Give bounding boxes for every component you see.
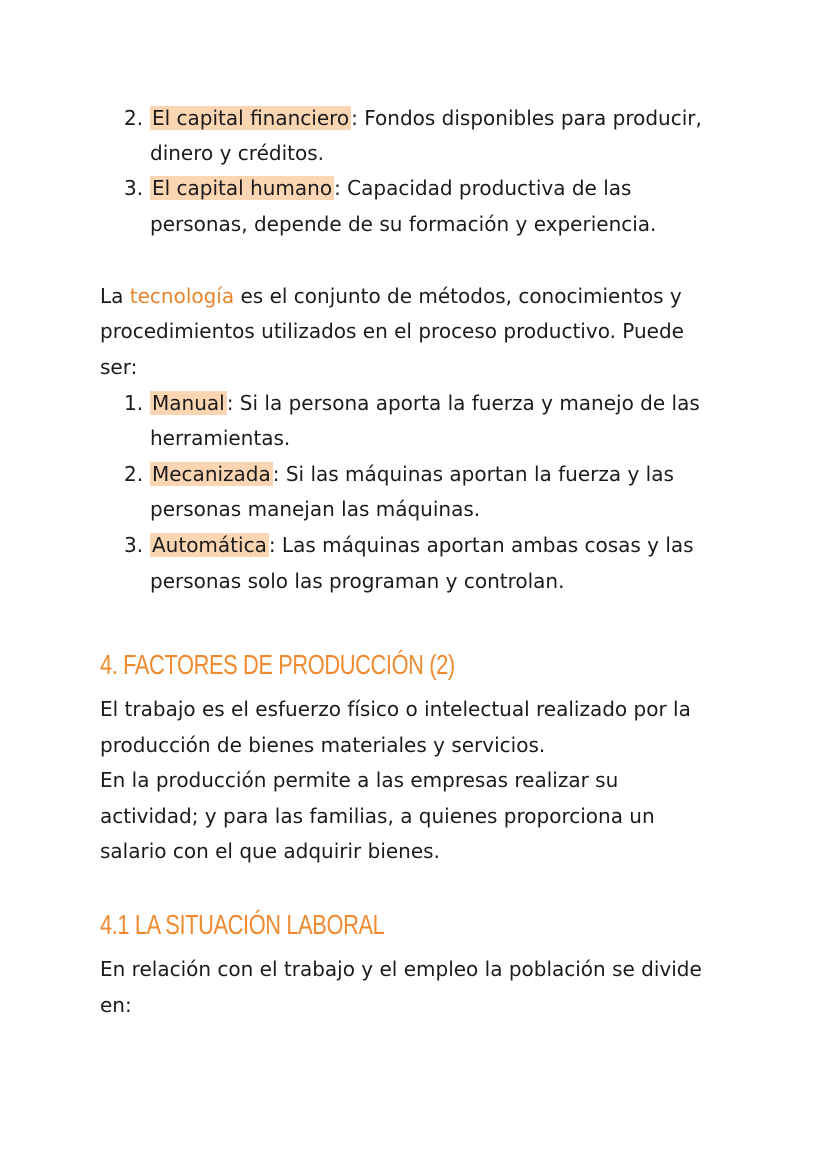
list-item-mecanizada	[124, 456, 674, 492]
list-item-continuation: personas, depende de su formación y experiencia.	[150, 212, 657, 236]
paragraph-line: producción de bienes materiales y servicios.	[100, 733, 546, 757]
list-text: : Si las máquinas aportan la fuerza y las	[272, 462, 674, 486]
paragraph-line: El trabajo es el esfuerzo físico o intelectual realizado por la	[100, 697, 691, 721]
paragraph-line: En la producción permite a las empresas realizar su	[100, 768, 619, 792]
paragraph-line: actividad; y para las familias, a quienes proporciona un	[100, 804, 655, 828]
highlighted-term: Mecanizada	[152, 462, 271, 486]
list-item-automatica	[124, 527, 694, 563]
list-number: 3.	[124, 533, 144, 557]
keyword-tecnologia: tecnología	[129, 284, 235, 308]
list-number: 3.	[124, 176, 144, 200]
list-item-capital-humano	[124, 170, 631, 206]
list-item-continuation: herramientas.	[150, 426, 291, 450]
highlighted-term: Manual	[152, 391, 225, 415]
paragraph-tecnologia-line1: La tecnología es el conjunto de métodos, conocimientos y	[100, 284, 682, 308]
list-number: 2.	[124, 106, 144, 130]
paragraph-tecnologia-line3: ser:	[100, 355, 138, 379]
list-item-manual	[124, 385, 700, 421]
list-text: : Las máquinas aportan ambas cosas y las	[268, 533, 694, 557]
list-text: : Capacidad productiva de las	[334, 176, 632, 200]
highlighted-term: El capital humano	[152, 176, 333, 200]
list-item-continuation: personas solo las programan y controlan.	[150, 569, 565, 593]
paragraph-line: En relación con el trabajo y el empleo la población se divide	[100, 957, 702, 981]
list-item-capital-financiero	[124, 100, 702, 136]
paragraph-line: en:	[100, 993, 132, 1017]
section-heading-situacion-laboral: 4.1 LA SITUACIÓN LABORAL	[100, 909, 385, 940]
highlighted-term: Automática	[152, 533, 267, 557]
list-text: : Si la persona aporta la fuerza y manejo de las	[226, 391, 700, 415]
section-heading-factores: 4. FACTORES DE PRODUCCIÓN (2)	[100, 649, 455, 680]
list-item-continuation: dinero y créditos.	[150, 141, 324, 165]
list-text: : Fondos disponibles para producir,	[351, 106, 702, 130]
highlighted-term: El capital financiero	[152, 106, 350, 130]
paragraph-line: salario con el que adquirir bienes.	[100, 839, 440, 863]
list-item-continuation: personas manejan las máquinas.	[150, 497, 481, 521]
paragraph-tecnologia-line2: procedimientos utilizados en el proceso productivo. Puede	[100, 319, 684, 343]
list-number: 1.	[124, 391, 144, 415]
list-number: 2.	[124, 462, 144, 486]
